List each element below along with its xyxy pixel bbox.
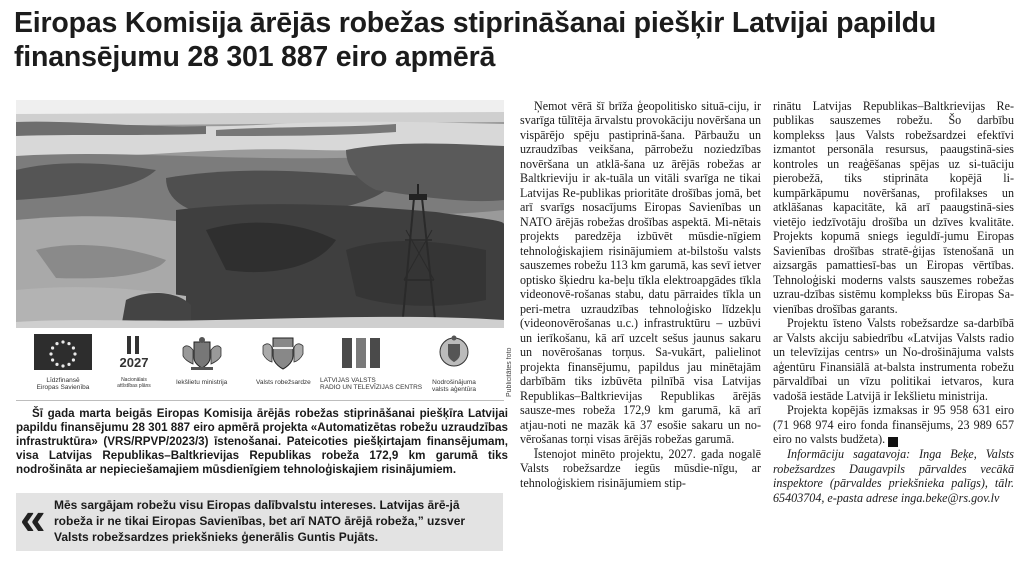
landscape-photo-art xyxy=(16,100,504,328)
body-paragraph: Projektu īsteno Valsts robežsardze sa-darbībā ar Valsts akciju sabiedrību «Latvijas Valsts radio un televīzijas centrs» un No-drošinājuma valsts aģentūru Finansiālā at-balsta instrumenta robežu pārvaldībai un vīzu politikai ietvaros, kura vadošā iestāde Latvijā ir Iekšlietu ministrija. xyxy=(773,316,1014,403)
interior-ministry-logo xyxy=(176,334,227,386)
body-paragraph: Ņemot vērā šī brīža ģeopolitisko situā-ciju, ir svarīga tūlītēja ārvalstu provokāciju novēršana un vispārējo spēju pastiprinā-šana. Pārbaužu un uzraudzības veikšana, pārrobežu noziedzības novēršana un atklā-šana uz ārējās robežas ar Baltkrieviju ir ak-tuāla un vitāli svarīga ne tikai Latvijas Re-publikas prioritāte drošības jomā, bet arī svarīgs nosacījums Eiropas Savienības un NATO ārējās robežas drošības aspektā. Mi-nētais projekts paredzēja izbūvēt mūsdie-nīgiem tehnoloģiskajiem risinājumiem at-bilstošu valsts sauszemes robežu 113 km garumā, kas sevī ietver optisko šķiedru ka-beļu tīkla elektroapgādes tīkla videonovē-rošanas stabu, datu pārraides tīkla un peri-metra uzraudzības tehnoloģisko līdzekļu (videonovērošanas u.c.) infrastruktūru – uzbūvi un ierīkošanu, kā arī uzcelt sešus jaunus sakaru un novērošanas torņus. Sa-vukārt, palielinot projekta finansējumu, papildus jau minētajām darbībām tiks izbūvēta pilnībā visa Latvijas Republikas–Baltkrievijas Republikas ārējās sausze-mes robeža 172,9 km garumā, kā arī atjau-noti ne mazāk kā 37 esošie sakaru un no-vērošanas torņi visas ārējās robežas garumā. xyxy=(520,99,761,447)
eu-logo-caption: Līdzfinansē Eiropas Savienība xyxy=(36,377,90,391)
body-paragraph: rinātu Latvijas Republikas–Baltkrievijas Re-publikas sauszemes robežu. Šo darbību komplekss ļaus Valsts robežsardzei efektīvi izmantot personāla resursus, paaugstinā-sies kontroles un reaģēšanas spējas uz si-tuāciju pierobežā, tiks stiprināta kopējā li-kumpārkāpumu novēršanas, profilakses un atklāšanas kapacitāte, kā arī paaugstinā-sies vietējo iedzīvotāju drošība un dzīves kvalitāte. Projekts kopumā sniegs ieguldī-jumu Eiropas Savienības drošības stratē-ģijas īstenošanā un aizsargās pamattiesī-bas un Eiropas vērtības. Tehnoloģiski moderns valsts sauszemes robežas uzrau-dzības sistēmu komplekss būs Eiropas Sa-vienības drošības garants. xyxy=(773,99,1014,316)
article-lead: Šī gada marta beigās Eiropas Komisija ārējās robežas stiprināšanai piešķīra Latvijai papildu finansējumu 28 301 887 eiro apmērā projekta «Automatizētas robežu uzraudzības infrastruktūra» (VRS/RPVP/2023/3) īstenošanai. Pateicoties piešķirtajam finansējumam, visa Latvijas Republikas–Baltkrievijas Republikas robeža 172,9 km garumā tiks nodrošināta ar nepieciešamajiem mūsdienīgiem tehnoloģiskajiem risinājumiem. xyxy=(16,407,508,477)
lvrtc-caption: LATVIJAS VALSTS RADIO UN TELEVĪZIJAS CENTRS xyxy=(320,377,423,391)
security-agency-emblem-icon xyxy=(430,334,478,372)
border-guard-logo xyxy=(256,334,311,386)
svg-text:2027: 2027 xyxy=(119,355,149,370)
pull-quote xyxy=(16,493,503,551)
end-mark-icon: V xyxy=(888,437,898,447)
security-agency-caption: Nodrošinājuma valsts aģentūra xyxy=(431,379,477,393)
eu-flag-icon xyxy=(34,334,92,370)
body-column-1 xyxy=(520,99,761,559)
interior-ministry-caption: Iekšlietu ministrija xyxy=(176,379,228,386)
article-headline: Eiropas Komisija ārējās robežas stiprināšanai piešķir Latvijai papildu finansējumu 28 301 887 eiro apmērā xyxy=(14,7,937,73)
plan-2027-logo xyxy=(114,334,154,389)
author-note: Informāciju sagatavoja: Inga Beķe, Valsts robežsardzes Daugavpils pārvaldes vecākā inspektore (pārvaldes priekšnieka palīgs), tālr. 65403704, e-pasta adrese inga.beke@rs.gov.lv xyxy=(773,447,1014,505)
photo-credit: Publicitātes foto xyxy=(506,347,513,397)
landscape-photo xyxy=(16,100,504,328)
coat-of-arms-icon xyxy=(177,334,227,372)
security-agency-logo xyxy=(430,334,478,393)
plan-2027-caption: Nacionālais attīstības plāns xyxy=(117,377,151,389)
costs-paragraph xyxy=(773,403,1014,447)
lvrtc-logo xyxy=(320,334,422,391)
body-column-2 xyxy=(773,99,1014,559)
lvrtc-logo-icon xyxy=(336,334,406,370)
costs-text: Projekta kopējās izmaksas ir 95 958 631 eiro (71 968 974 eiro fonda finansējums, 23 989 657 eiro no valsts budžeta). xyxy=(773,403,1014,447)
latvia-2027-icon xyxy=(114,334,154,370)
eu-logo xyxy=(34,334,92,391)
pull-quote-text: Mēs sargājam robežu visu Eiropas dalībvalstu intereses. Latvijas ārē-jā robeža ir ne tikai Eiropas Savienības, bet arī NATO ārējā robeža,” uzsver Valsts robežsardzes priekšnieks ģenerālis Guntis Pujāts. xyxy=(54,498,466,545)
sponsor-logos-strip xyxy=(16,328,504,401)
border-guard-caption: Valsts robežsardze xyxy=(256,379,311,386)
body-paragraph: Īstenojot minēto projektu, 2027. gada nogalē Valsts robežsardze iegūs mūsdie-nīgu, ar tehnoloģiskiem risinājumiem stip- xyxy=(520,446,761,490)
border-guard-emblem-icon xyxy=(259,334,307,372)
quote-mark-icon: « xyxy=(20,492,46,544)
